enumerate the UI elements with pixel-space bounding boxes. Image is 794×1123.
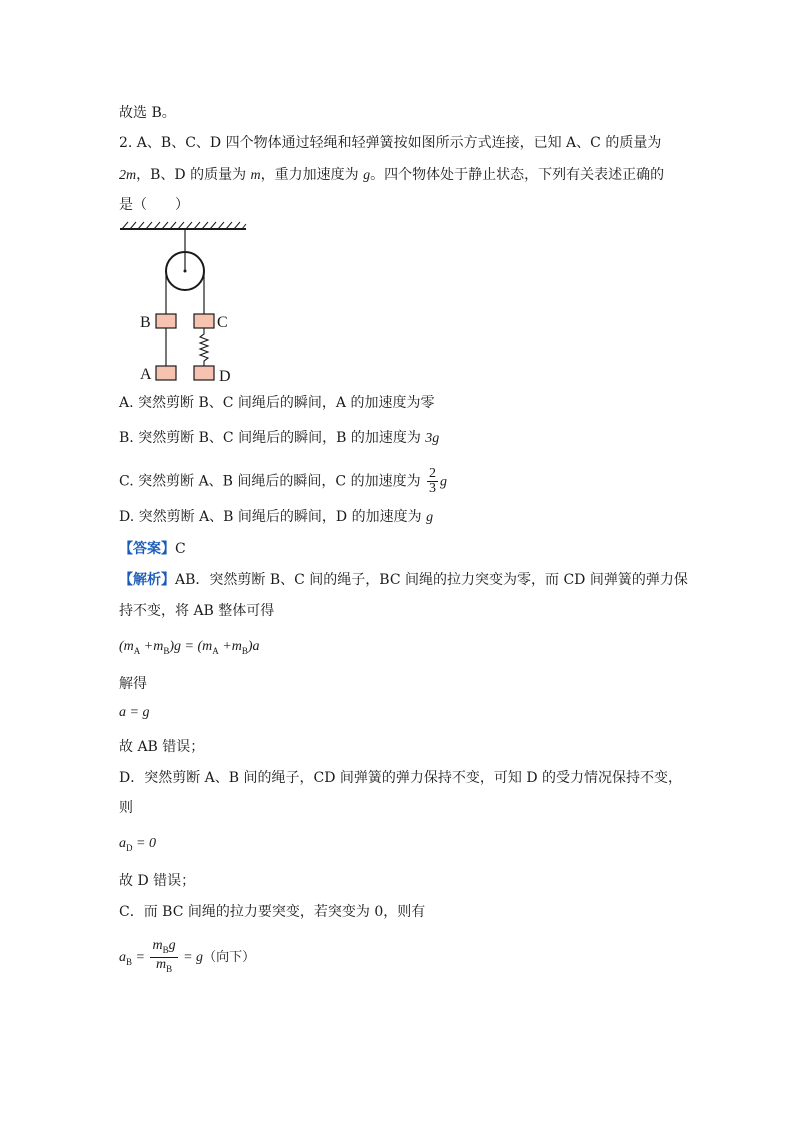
mass-bd: m: [250, 168, 261, 183]
block-a: [156, 366, 176, 380]
prev-answer-line: 故选 B。: [119, 105, 176, 121]
gravity-symbol: g: [363, 168, 371, 183]
fraction-numerator: 2: [429, 466, 437, 481]
question-line-2: [119, 165, 664, 186]
label-c: C: [217, 314, 228, 331]
equation-1: $(m_A +m_B)g = (m_A +m_B)a$: [119, 639, 260, 656]
analysis-line-2: 持不变，将 AB 整体可得: [119, 603, 275, 619]
equation-3: $a_D = 0$: [119, 836, 156, 853]
question-text-1: ，B、D 的质量为: [136, 167, 247, 183]
equation-4-fraction: $\frac{m_Bg}{m_B}$: [152, 938, 176, 975]
analysis-text-1: AB．突然剪断 B、C 间的绳子，BC 间绳的拉力突变为零，而 CD 间弹簧的弹力保: [175, 572, 688, 588]
analysis-line-1: [119, 570, 688, 590]
block-b: [156, 314, 176, 328]
ceiling-hatching: [122, 222, 246, 229]
pulley-axle: [184, 270, 187, 273]
pulley-diagram: [118, 220, 248, 385]
block-c: [194, 314, 214, 328]
equation-2: a = g: [119, 705, 150, 720]
label-a: A: [140, 366, 152, 383]
spring-cd: [200, 328, 208, 366]
option-d: [119, 507, 433, 528]
mass-ac: 2m: [119, 168, 137, 183]
answer-line: [119, 539, 186, 559]
option-c: [119, 467, 447, 497]
question-line-1: 2. A、B、C、D 四个物体通过轻绳和轻弹簧按如图所示方式连接，已知 A、C 的质量为: [119, 135, 662, 151]
ab-wrong-line: 故 AB 错误；: [119, 739, 205, 755]
option-c-text: C. 突然剪断 A、B 间绳后的瞬间，C 的加速度为: [119, 473, 421, 490]
option-c-fraction: [427, 467, 438, 496]
option-b-math: 3g: [425, 431, 440, 446]
label-b: B: [140, 314, 151, 331]
analysis-label: 【解析】: [119, 572, 175, 588]
fraction-denominator: 3: [429, 481, 437, 496]
option-b-text: B. 突然剪断 B、C 间绳后的瞬间，B 的加速度为: [119, 430, 421, 446]
d-wrong-line: 故 D 错误；: [119, 873, 196, 889]
question-line-3: 是（ ）: [119, 197, 189, 213]
option-d-g: g: [426, 510, 434, 525]
option-d-text: D. 突然剪断 A、B 间绳后的瞬间，D 的加速度为: [119, 509, 422, 525]
analysis-c-line: C．而 BC 间绳的拉力要突变，若突变为 0，则有: [119, 904, 426, 920]
block-d: [194, 366, 214, 380]
solve-label: 解得: [119, 676, 147, 692]
option-c-g: g: [440, 474, 448, 490]
option-a: A. 突然剪断 B、C 间绳后的瞬间，A 的加速度为零: [119, 395, 435, 411]
label-d: D: [219, 368, 231, 385]
answer-label: 【答案】: [119, 541, 175, 557]
question-text-2: ，重力加速度为: [260, 167, 359, 183]
option-b: [119, 428, 439, 449]
analysis-d-line-2: 则: [119, 800, 133, 816]
answer-value: C: [175, 541, 186, 557]
equation-4: $a_B$ = $\frac{m_Bg}{m_B}$ = g（向下）: [119, 938, 256, 975]
question-text-3: 。四个物体处于静止状态，下列有关表述正确的: [370, 167, 665, 183]
analysis-d-line-1: D．突然剪断 A、B 间的绳子，CD 间弹簧的弹力保持不变，可知 D 的受力情况保持不变，: [119, 770, 683, 786]
